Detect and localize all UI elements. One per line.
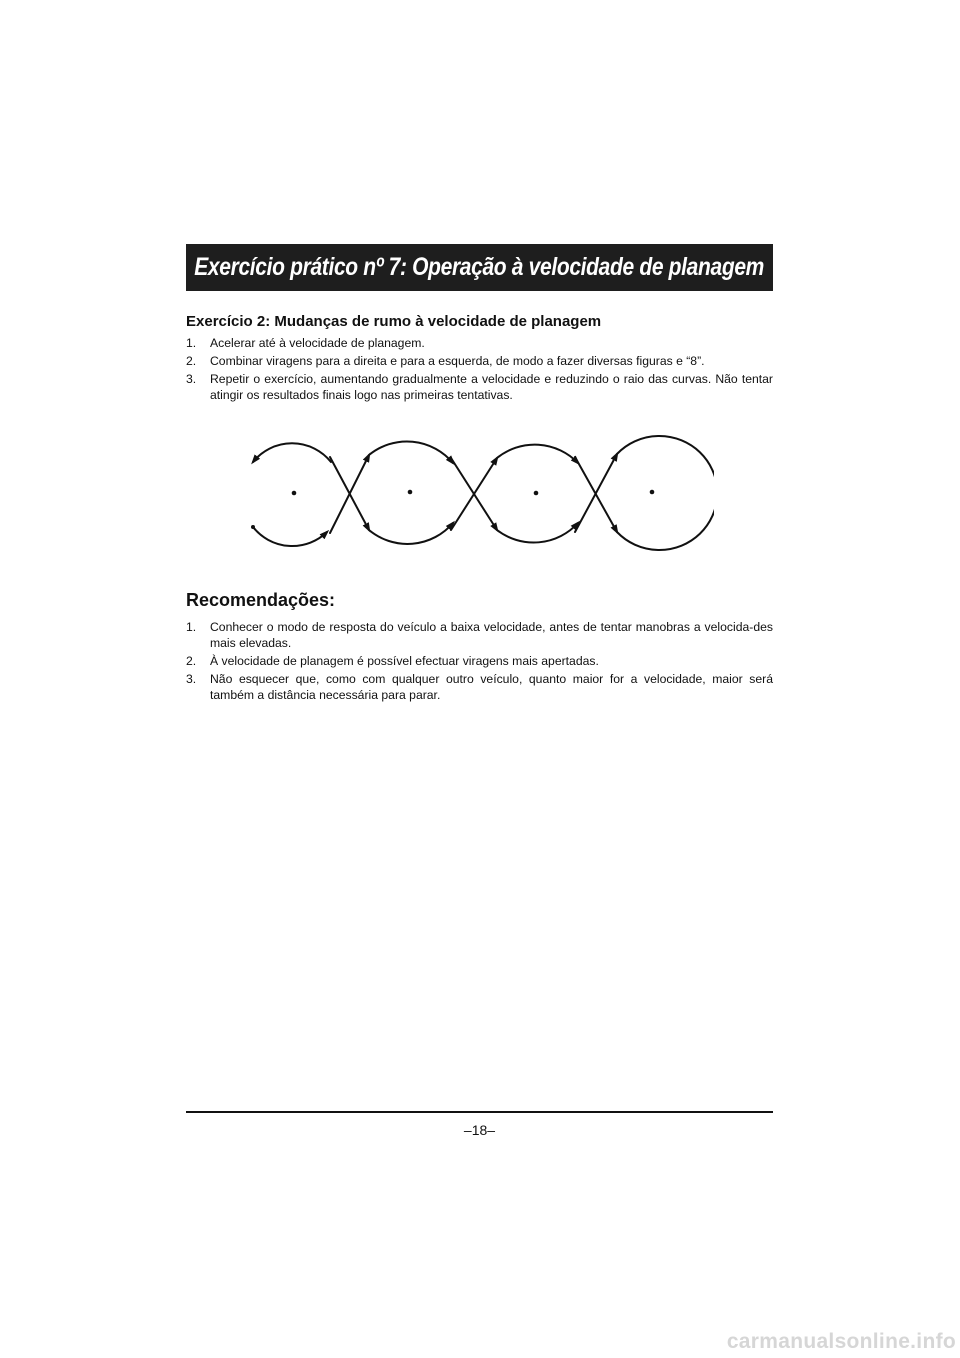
- recommendations-section: [186, 590, 773, 705]
- page-number: –18–: [463, 1122, 496, 1138]
- item-text: Não esquecer que, como com qualquer outro veículo, quanto maior for a velocidade, maior será também a distância necessária para parar.: [210, 672, 773, 702]
- turn-center-dot: [292, 491, 297, 496]
- track-arc: [369, 523, 453, 544]
- item-text: Conhecer o modo de resposta do veículo a baixa velocidade, antes de tentar manobras a velocida-des mais elevadas.: [210, 620, 773, 650]
- exercise-heading: Exercício 2: Mudanças de rumo à velocidade de planagem: [186, 313, 602, 330]
- list-item: [186, 335, 773, 351]
- start-dot: [251, 525, 255, 529]
- list-item: [186, 371, 773, 403]
- track-arc: [369, 441, 453, 463]
- list-item: [186, 619, 773, 651]
- watermark: carmanualsonline.info: [726, 1330, 956, 1353]
- footer-rule: [186, 1111, 773, 1113]
- turn-center-dot: [408, 490, 413, 495]
- item-number: 3.: [186, 672, 197, 686]
- track-arc: [253, 443, 331, 462]
- item-number: 2.: [186, 354, 197, 368]
- track-arc: [497, 445, 578, 463]
- item-number: 3.: [186, 372, 197, 386]
- list-item: [186, 353, 773, 369]
- exercise-steps: [186, 335, 773, 403]
- turn-center-dot: [650, 490, 655, 495]
- figure-eight-diagram: [244, 432, 714, 554]
- item-text: À velocidade de planagem é possível efectuar viragens mais apertadas.: [210, 654, 599, 668]
- exercise-section: [186, 313, 773, 405]
- recommendations-list: [186, 619, 773, 703]
- item-number: 1.: [186, 336, 197, 350]
- item-text: Acelerar até à velocidade de planagem.: [210, 336, 425, 350]
- recommendations-heading: Recomendações:: [186, 590, 336, 610]
- item-number: 2.: [186, 654, 197, 668]
- track-arc: [617, 436, 714, 550]
- list-item: [186, 653, 773, 669]
- turn-center-dot: [534, 491, 539, 496]
- list-item: [186, 671, 773, 703]
- track-arc: [253, 527, 327, 546]
- title-bar: [186, 244, 773, 291]
- page-title: Exercício prático nº 7: Operação à velocidade de planagem: [194, 253, 765, 281]
- item-number: 1.: [186, 620, 197, 634]
- item-text: Combinar viragens para a direita e para a esquerda, de modo a fazer diversas figuras e “8”.: [210, 354, 705, 368]
- item-text: Repetir o exercício, aumentando gradualmente a velocidade e reduzindo o raio das curvas. Não tentar atingir os resultados finais logo nas primeiras tentativas.: [210, 372, 773, 402]
- track-arc: [497, 523, 578, 543]
